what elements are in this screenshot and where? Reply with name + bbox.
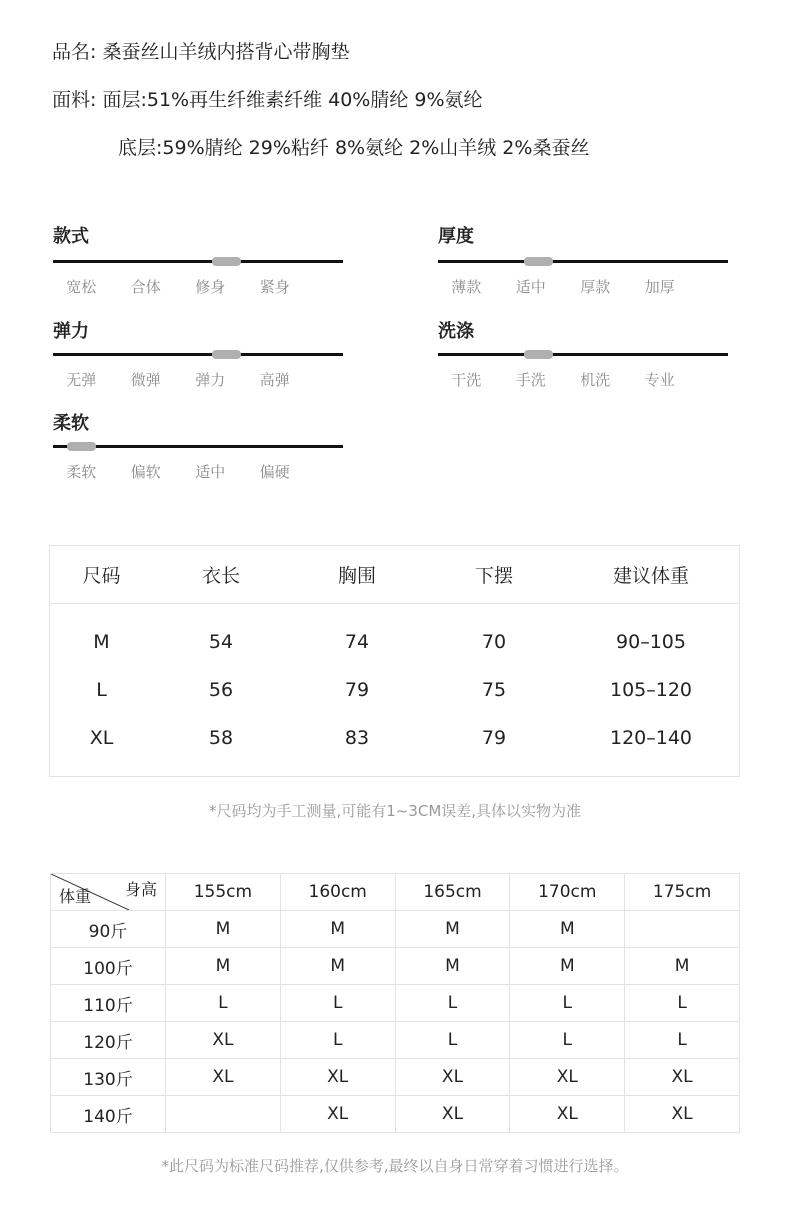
size-cell: XL: [625, 1059, 740, 1096]
size-cell: L: [395, 985, 510, 1022]
attribute-title: 弹力: [53, 321, 89, 342]
size-cell: XL: [280, 1096, 395, 1133]
attribute-indicator: [524, 257, 553, 266]
size-cell: L: [510, 985, 625, 1022]
cell-length: 58: [208, 727, 234, 749]
attribute-option: 弹力: [195, 371, 226, 389]
header-length: 衣长: [201, 565, 240, 587]
attribute-title: 洗涤: [438, 321, 474, 342]
attribute-option: 适中: [515, 278, 546, 296]
size-cell: XL: [510, 1059, 625, 1096]
table-row: [51, 948, 740, 985]
cell-chest: 79: [344, 679, 370, 701]
attribute-indicator: [67, 442, 96, 451]
weight-cell: 130斤: [51, 1059, 166, 1096]
attribute-options: [53, 461, 343, 482]
size-cell: L: [510, 1022, 625, 1059]
attribute-title: 款式: [53, 226, 89, 247]
weight-cell: 90斤: [51, 911, 166, 948]
height-header: 155cm: [166, 874, 281, 911]
attribute-options: [53, 276, 343, 297]
attribute-elasticity: [53, 317, 343, 390]
fabric-line-1: [52, 85, 483, 112]
product-name-label: 品名:: [52, 41, 97, 63]
height-header: 175cm: [625, 874, 740, 911]
table-row: [50, 618, 739, 666]
cell-size: XL: [89, 727, 114, 749]
attribute-option: 紧身: [259, 278, 290, 296]
table-row: [51, 1096, 740, 1133]
size-cell: XL: [166, 1059, 281, 1096]
size-cell: XL: [510, 1096, 625, 1133]
cell-weight: 105–120: [609, 679, 693, 701]
cell-size: L: [96, 679, 107, 701]
attribute-option: 薄款: [451, 278, 482, 296]
size-table-header: [50, 546, 739, 604]
attribute-option: 宽松: [66, 278, 97, 296]
size-cell: M: [280, 911, 395, 948]
size-cell: L: [280, 1022, 395, 1059]
attribute-washing: [438, 317, 728, 390]
attribute-option: 偏软: [130, 463, 161, 481]
cell-chest: 83: [344, 727, 370, 749]
height-header: 170cm: [510, 874, 625, 911]
cell-length: 54: [208, 631, 234, 653]
cell-weight: 90–105: [616, 631, 686, 653]
weight-cell: 100斤: [51, 948, 166, 985]
attribute-title: 柔软: [53, 413, 89, 434]
weight-cell: 110斤: [51, 985, 166, 1022]
attribute-indicator: [524, 350, 553, 359]
corner-weight-label: 体重: [59, 887, 92, 906]
cell-hem: 70: [481, 631, 507, 653]
size-cell: L: [280, 985, 395, 1022]
size-cell: M: [510, 911, 625, 948]
corner-height-label: 身高: [124, 880, 157, 899]
attribute-option: 偏硬: [259, 463, 290, 481]
attribute-option: 合体: [130, 278, 161, 296]
measurement-note: *尺码均为手工测量,可能有1~3CM误差,具体以实物为准: [208, 802, 582, 820]
height-header: 160cm: [280, 874, 395, 911]
height-header: 165cm: [395, 874, 510, 911]
attribute-title: 厚度: [438, 226, 474, 247]
table-row: [51, 1022, 740, 1059]
size-cell: M: [395, 911, 510, 948]
cell-weight: 120–140: [609, 727, 693, 749]
attribute-indicator: [212, 350, 241, 359]
size-table: [49, 545, 740, 777]
attribute-option: 柔软: [66, 463, 97, 481]
table-row: [51, 911, 740, 948]
size-cell: L: [625, 985, 740, 1022]
size-cell: XL: [625, 1096, 740, 1133]
cell-hem: 75: [481, 679, 507, 701]
size-cell: XL: [166, 1022, 281, 1059]
size-cell: M: [625, 948, 740, 985]
table-row: [50, 666, 739, 714]
attribute-options: [53, 369, 343, 390]
attribute-track: [53, 353, 343, 356]
attribute-softness: [53, 409, 343, 482]
size-cell: [625, 911, 740, 948]
attribute-option: 机洗: [580, 371, 611, 389]
size-cell: XL: [395, 1096, 510, 1133]
fabric-outer-layer: 面层:51%再生纤维素纤维 40%腈纶 9%氨纶: [102, 89, 483, 111]
cell-hem: 79: [481, 727, 507, 749]
size-cell: L: [625, 1022, 740, 1059]
size-cell: M: [280, 948, 395, 985]
cell-chest: 74: [344, 631, 370, 653]
table-row: [51, 1059, 740, 1096]
table-row: [51, 874, 740, 911]
attribute-option: 微弹: [130, 371, 161, 389]
attribute-option: 适中: [195, 463, 226, 481]
size-cell: M: [166, 948, 281, 985]
header-weight: 建议体重: [612, 565, 689, 587]
attribute-option: 手洗: [515, 371, 546, 389]
size-cell: [166, 1096, 281, 1133]
header-size: 尺码: [82, 565, 121, 587]
size-cell: M: [395, 948, 510, 985]
recommendation-note: *此尺码为标准尺码推荐,仅供参考,最终以自身日常穿着习惯进行选择。: [161, 1157, 629, 1175]
size-cell: L: [166, 985, 281, 1022]
weight-cell: 120斤: [51, 1022, 166, 1059]
size-cell: L: [395, 1022, 510, 1059]
size-cell: XL: [395, 1059, 510, 1096]
table-row: [50, 714, 739, 762]
product-name-line: [52, 37, 349, 64]
attribute-option: 厚款: [580, 278, 611, 296]
weight-cell: 140斤: [51, 1096, 166, 1133]
cell-size: M: [93, 631, 110, 653]
size-cell: M: [510, 948, 625, 985]
corner-cell: [51, 874, 166, 911]
attribute-option: 专业: [644, 371, 675, 389]
attribute-track: [53, 445, 343, 448]
header-chest: 胸围: [337, 565, 376, 587]
attribute-option: 高弹: [259, 371, 290, 389]
fabric-inner-layer: 底层:59%腈纶 29%粘纤 8%氨纶 2%山羊绒 2%桑蚕丝: [118, 137, 590, 159]
attribute-option: 干洗: [451, 371, 482, 389]
attribute-track: [438, 260, 728, 263]
fabric-label: 面料:: [52, 89, 97, 111]
size-cell: XL: [280, 1059, 395, 1096]
attribute-indicator: [212, 257, 241, 266]
fabric-line-2: [118, 133, 589, 160]
header-hem: 下摆: [474, 565, 513, 587]
attribute-track: [53, 260, 343, 263]
attribute-thickness: [438, 222, 728, 297]
cell-length: 56: [208, 679, 234, 701]
table-row: [51, 985, 740, 1022]
size-cell: M: [166, 911, 281, 948]
attribute-options: [438, 276, 728, 297]
attribute-option: 修身: [195, 278, 226, 296]
size-recommendation-table: [50, 873, 740, 1133]
attribute-style: [53, 222, 343, 297]
attribute-option: 加厚: [644, 278, 675, 296]
attribute-options: [438, 369, 728, 390]
attribute-track: [438, 353, 728, 356]
product-name-value: 桑蚕丝山羊绒内搭背心带胸垫: [102, 41, 350, 63]
attribute-option: 无弹: [66, 371, 97, 389]
